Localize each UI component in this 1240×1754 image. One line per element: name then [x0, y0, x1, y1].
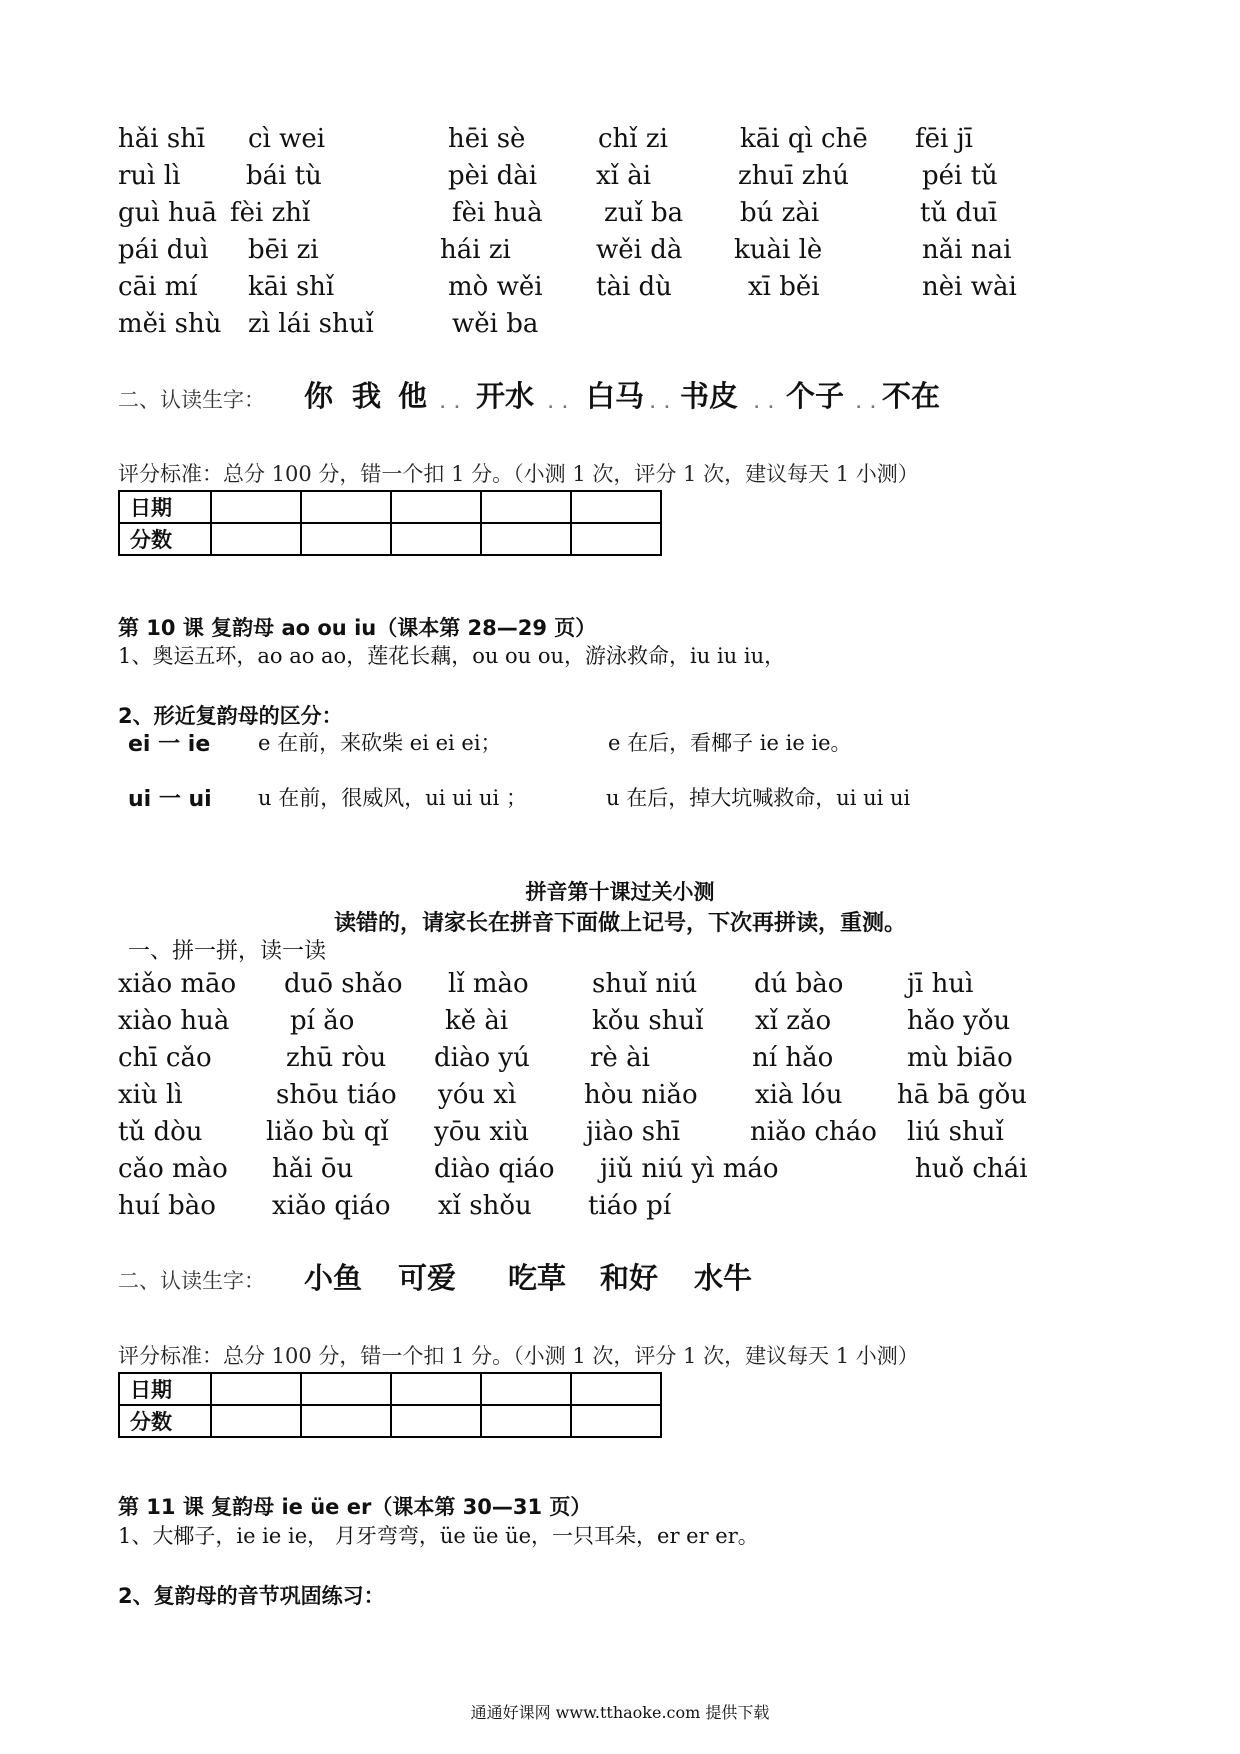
lesson10-line1: 1、奥运五环，ao ao ao，莲花长藕，ou ou ou，游泳救命，iu iu iu，	[118, 644, 786, 668]
pinyin-word: chī cǎo	[118, 1043, 212, 1073]
pinyin-word: ní hǎo	[752, 1043, 834, 1073]
pinyin-word: kě ài	[445, 1006, 509, 1036]
pinyin-word: xī běi	[748, 272, 820, 302]
pinyin-word: diào yú	[434, 1043, 530, 1073]
character-group: 小鱼	[304, 1261, 363, 1295]
character-group: 不在	[882, 379, 941, 413]
pinyin-word: pèi dài	[448, 161, 538, 191]
pinyin-word: xiào huà	[118, 1006, 230, 1036]
pair2-a: u 在前，很威风，ui ui ui ；	[258, 786, 527, 810]
score-cell[interactable]	[301, 1405, 391, 1437]
score-table-2	[118, 1372, 662, 1438]
date-header: 日期	[119, 1373, 211, 1405]
character-group: 他	[398, 379, 428, 413]
pair2-label: ui 一 ui	[128, 787, 212, 812]
pinyin-word: yóu xì	[438, 1080, 517, 1110]
character-group: 书皮	[680, 379, 739, 413]
pinyin-word: tǔ dòu	[118, 1117, 203, 1147]
pinyin-word: dú bào	[754, 969, 844, 999]
date-cell[interactable]	[301, 1373, 391, 1405]
pinyin-word: liú shuǐ	[907, 1117, 1004, 1147]
date-cell[interactable]	[571, 1373, 661, 1405]
character-group: 我	[352, 379, 382, 413]
lesson11-title: 第 11 课 复韵母 ie üe er（课本第 30—31 页）	[118, 1495, 592, 1519]
date-cell[interactable]	[481, 1373, 571, 1405]
dotted-separator: . .	[548, 396, 570, 412]
score-header: 分数	[119, 523, 211, 555]
lesson10-sub2: 2、形近复韵母的区分：	[118, 704, 343, 728]
pinyin-word: jiǔ niú yì máo	[600, 1154, 779, 1184]
pinyin-word: cǎo mào	[118, 1154, 228, 1184]
pinyin-word: kāi shǐ	[248, 272, 335, 302]
pinyin-word: kuài lè	[734, 235, 823, 265]
score-cell[interactable]	[391, 1405, 481, 1437]
pinyin-word: hǎi ōu	[272, 1154, 354, 1184]
pinyin-word: xǐ shǒu	[438, 1191, 532, 1221]
pinyin-word: shuǐ niú	[592, 969, 698, 999]
quiz10-note: 读错的，请家长在拼音下面做上记号，下次再拼读，重测。	[333, 911, 906, 936]
dotted-separator: . .	[754, 396, 776, 412]
recognize-label-1: 二、认读生字：	[118, 388, 265, 412]
date-cell[interactable]	[571, 491, 661, 523]
date-cell[interactable]	[301, 491, 391, 523]
date-cell[interactable]	[211, 1373, 301, 1405]
pinyin-word: yōu xiù	[434, 1117, 530, 1147]
pair1-b: e 在后，看椰子 ie ie ie。	[608, 731, 852, 755]
pinyin-word: xiù lì	[118, 1080, 183, 1110]
score-cell[interactable]	[571, 1405, 661, 1437]
recognize-label-2: 二、认读生字：	[118, 1269, 265, 1293]
pinyin-word: xǐ zǎo	[755, 1006, 832, 1036]
pinyin-word: xiǎo māo	[118, 969, 237, 999]
pinyin-word: fèi huà	[452, 198, 543, 228]
pinyin-word: huǒ chái	[915, 1154, 1028, 1184]
date-cell[interactable]	[391, 491, 481, 523]
character-group: 和好	[600, 1261, 659, 1295]
score-cell[interactable]	[391, 523, 481, 555]
date-cell[interactable]	[211, 491, 301, 523]
lesson11-line1: 1、大椰子，ie ie ie， 月牙弯弯，üe üe üe，一只耳朵，er er er。	[118, 1524, 759, 1548]
pinyin-word: ruì lì	[118, 161, 181, 191]
character-group: 水牛	[694, 1261, 753, 1295]
pinyin-word: hái zi	[440, 235, 511, 265]
pinyin-word: tǔ duī	[920, 198, 998, 228]
dotted-separator: . .	[856, 396, 878, 412]
pinyin-word: niǎo cháo	[750, 1117, 877, 1147]
pinyin-word: hēi sè	[448, 124, 526, 154]
character-group: 吃草	[508, 1261, 567, 1295]
score-cell[interactable]	[211, 523, 301, 555]
pair1-a: e 在前，来砍柴 ei ei ei；	[258, 731, 502, 755]
dotted-separator: . .	[440, 396, 462, 412]
pinyin-word: tài dù	[596, 272, 672, 302]
pinyin-word: liǎo bù qǐ	[266, 1117, 389, 1147]
character-group: 你	[304, 379, 334, 413]
pinyin-word: tiáo pí	[588, 1191, 672, 1221]
pinyin-word: kāi qì chē	[740, 124, 868, 154]
pinyin-word: cāi mí	[118, 272, 198, 302]
pinyin-word: bú zài	[740, 198, 820, 228]
pinyin-word: nèi wài	[922, 272, 1017, 302]
score-header: 分数	[119, 1405, 211, 1437]
pinyin-word: jī huì	[907, 969, 974, 999]
pinyin-word: zuǐ ba	[604, 198, 684, 228]
footer-credit: 通通好课网 www.tthaoke.com 提供下载	[470, 1703, 770, 1722]
pinyin-word: xǐ ài	[596, 161, 652, 191]
pinyin-word: hòu niǎo	[584, 1080, 698, 1110]
pinyin-word: guì huā	[118, 198, 217, 228]
pinyin-word: kǒu shuǐ	[592, 1006, 704, 1036]
character-group: 可爱	[398, 1261, 457, 1295]
scoring-standard-2: 评分标准：总分 100 分，错一个扣 1 分。（小测 1 次，评分 1 次，建议每天 1 小测）	[118, 1344, 919, 1368]
date-cell[interactable]	[481, 491, 571, 523]
quiz10-part1: 一、拼一拼，读一读	[128, 939, 327, 964]
pinyin-word: xiǎo qiáo	[272, 1191, 391, 1221]
pinyin-word: duō shǎo	[284, 969, 403, 999]
pinyin-word: hā bā gǒu	[897, 1080, 1027, 1110]
pinyin-word: mò wěi	[448, 272, 543, 302]
pinyin-word: zhū ròu	[286, 1043, 387, 1073]
pinyin-word: wěi dà	[596, 235, 683, 265]
lesson11-sub2: 2、复韵母的音节巩固练习：	[118, 1584, 385, 1608]
pinyin-word: wěi ba	[452, 309, 539, 339]
character-group: 开水	[476, 379, 535, 413]
score-table-1	[118, 490, 662, 556]
pinyin-word: shōu tiáo	[276, 1080, 397, 1110]
date-cell[interactable]	[391, 1373, 481, 1405]
pinyin-word: hǎi shī	[118, 124, 206, 154]
pair2-b: u 在后，掉大坑喊救命，ui ui ui	[606, 786, 911, 810]
pinyin-word: péi tǔ	[922, 161, 998, 191]
score-cell[interactable]	[481, 523, 571, 555]
character-group: 个子	[786, 379, 845, 413]
pinyin-word: mù biāo	[907, 1043, 1013, 1073]
pinyin-word: lǐ mào	[448, 969, 529, 999]
pinyin-word: pái duì	[118, 235, 209, 265]
pair1-label: ei 一 ie	[128, 732, 211, 757]
pinyin-word: nǎi nai	[922, 235, 1012, 265]
lesson10-title: 第 10 课 复韵母 ao ou iu（课本第 28—29 页）	[118, 616, 597, 640]
pinyin-word: chǐ zi	[598, 124, 668, 154]
pinyin-word: hǎo yǒu	[907, 1006, 1011, 1036]
pinyin-word: bēi zi	[248, 235, 319, 265]
pinyin-word: pí ǎo	[290, 1006, 355, 1036]
character-group: 白马	[586, 379, 645, 413]
pinyin-word: xià lóu	[755, 1080, 843, 1110]
pinyin-word: rè ài	[590, 1043, 650, 1073]
pinyin-word: fēi jī	[915, 124, 973, 154]
pinyin-word: huí bào	[118, 1191, 216, 1221]
pinyin-word: fèi zhǐ	[230, 198, 311, 228]
score-cell[interactable]	[481, 1405, 571, 1437]
pinyin-word: měi shù	[118, 309, 222, 339]
dotted-separator: . .	[650, 396, 672, 412]
quiz10-title: 拼音第十课过关小测	[525, 880, 715, 904]
score-cell[interactable]	[571, 523, 661, 555]
pinyin-word: jiào shī	[586, 1117, 681, 1147]
pinyin-word: diào qiáo	[434, 1154, 555, 1184]
pinyin-word: zhuī zhú	[738, 161, 849, 191]
pinyin-word: cì wei	[248, 124, 326, 154]
score-cell[interactable]	[301, 523, 391, 555]
scoring-standard-1: 评分标准：总分 100 分，错一个扣 1 分。（小测 1 次，评分 1 次，建议每天 1 小测）	[118, 462, 919, 486]
pinyin-word: zì lái shuǐ	[248, 309, 374, 339]
score-cell[interactable]	[211, 1405, 301, 1437]
date-header: 日期	[119, 491, 211, 523]
pinyin-word: bái tù	[246, 161, 322, 191]
